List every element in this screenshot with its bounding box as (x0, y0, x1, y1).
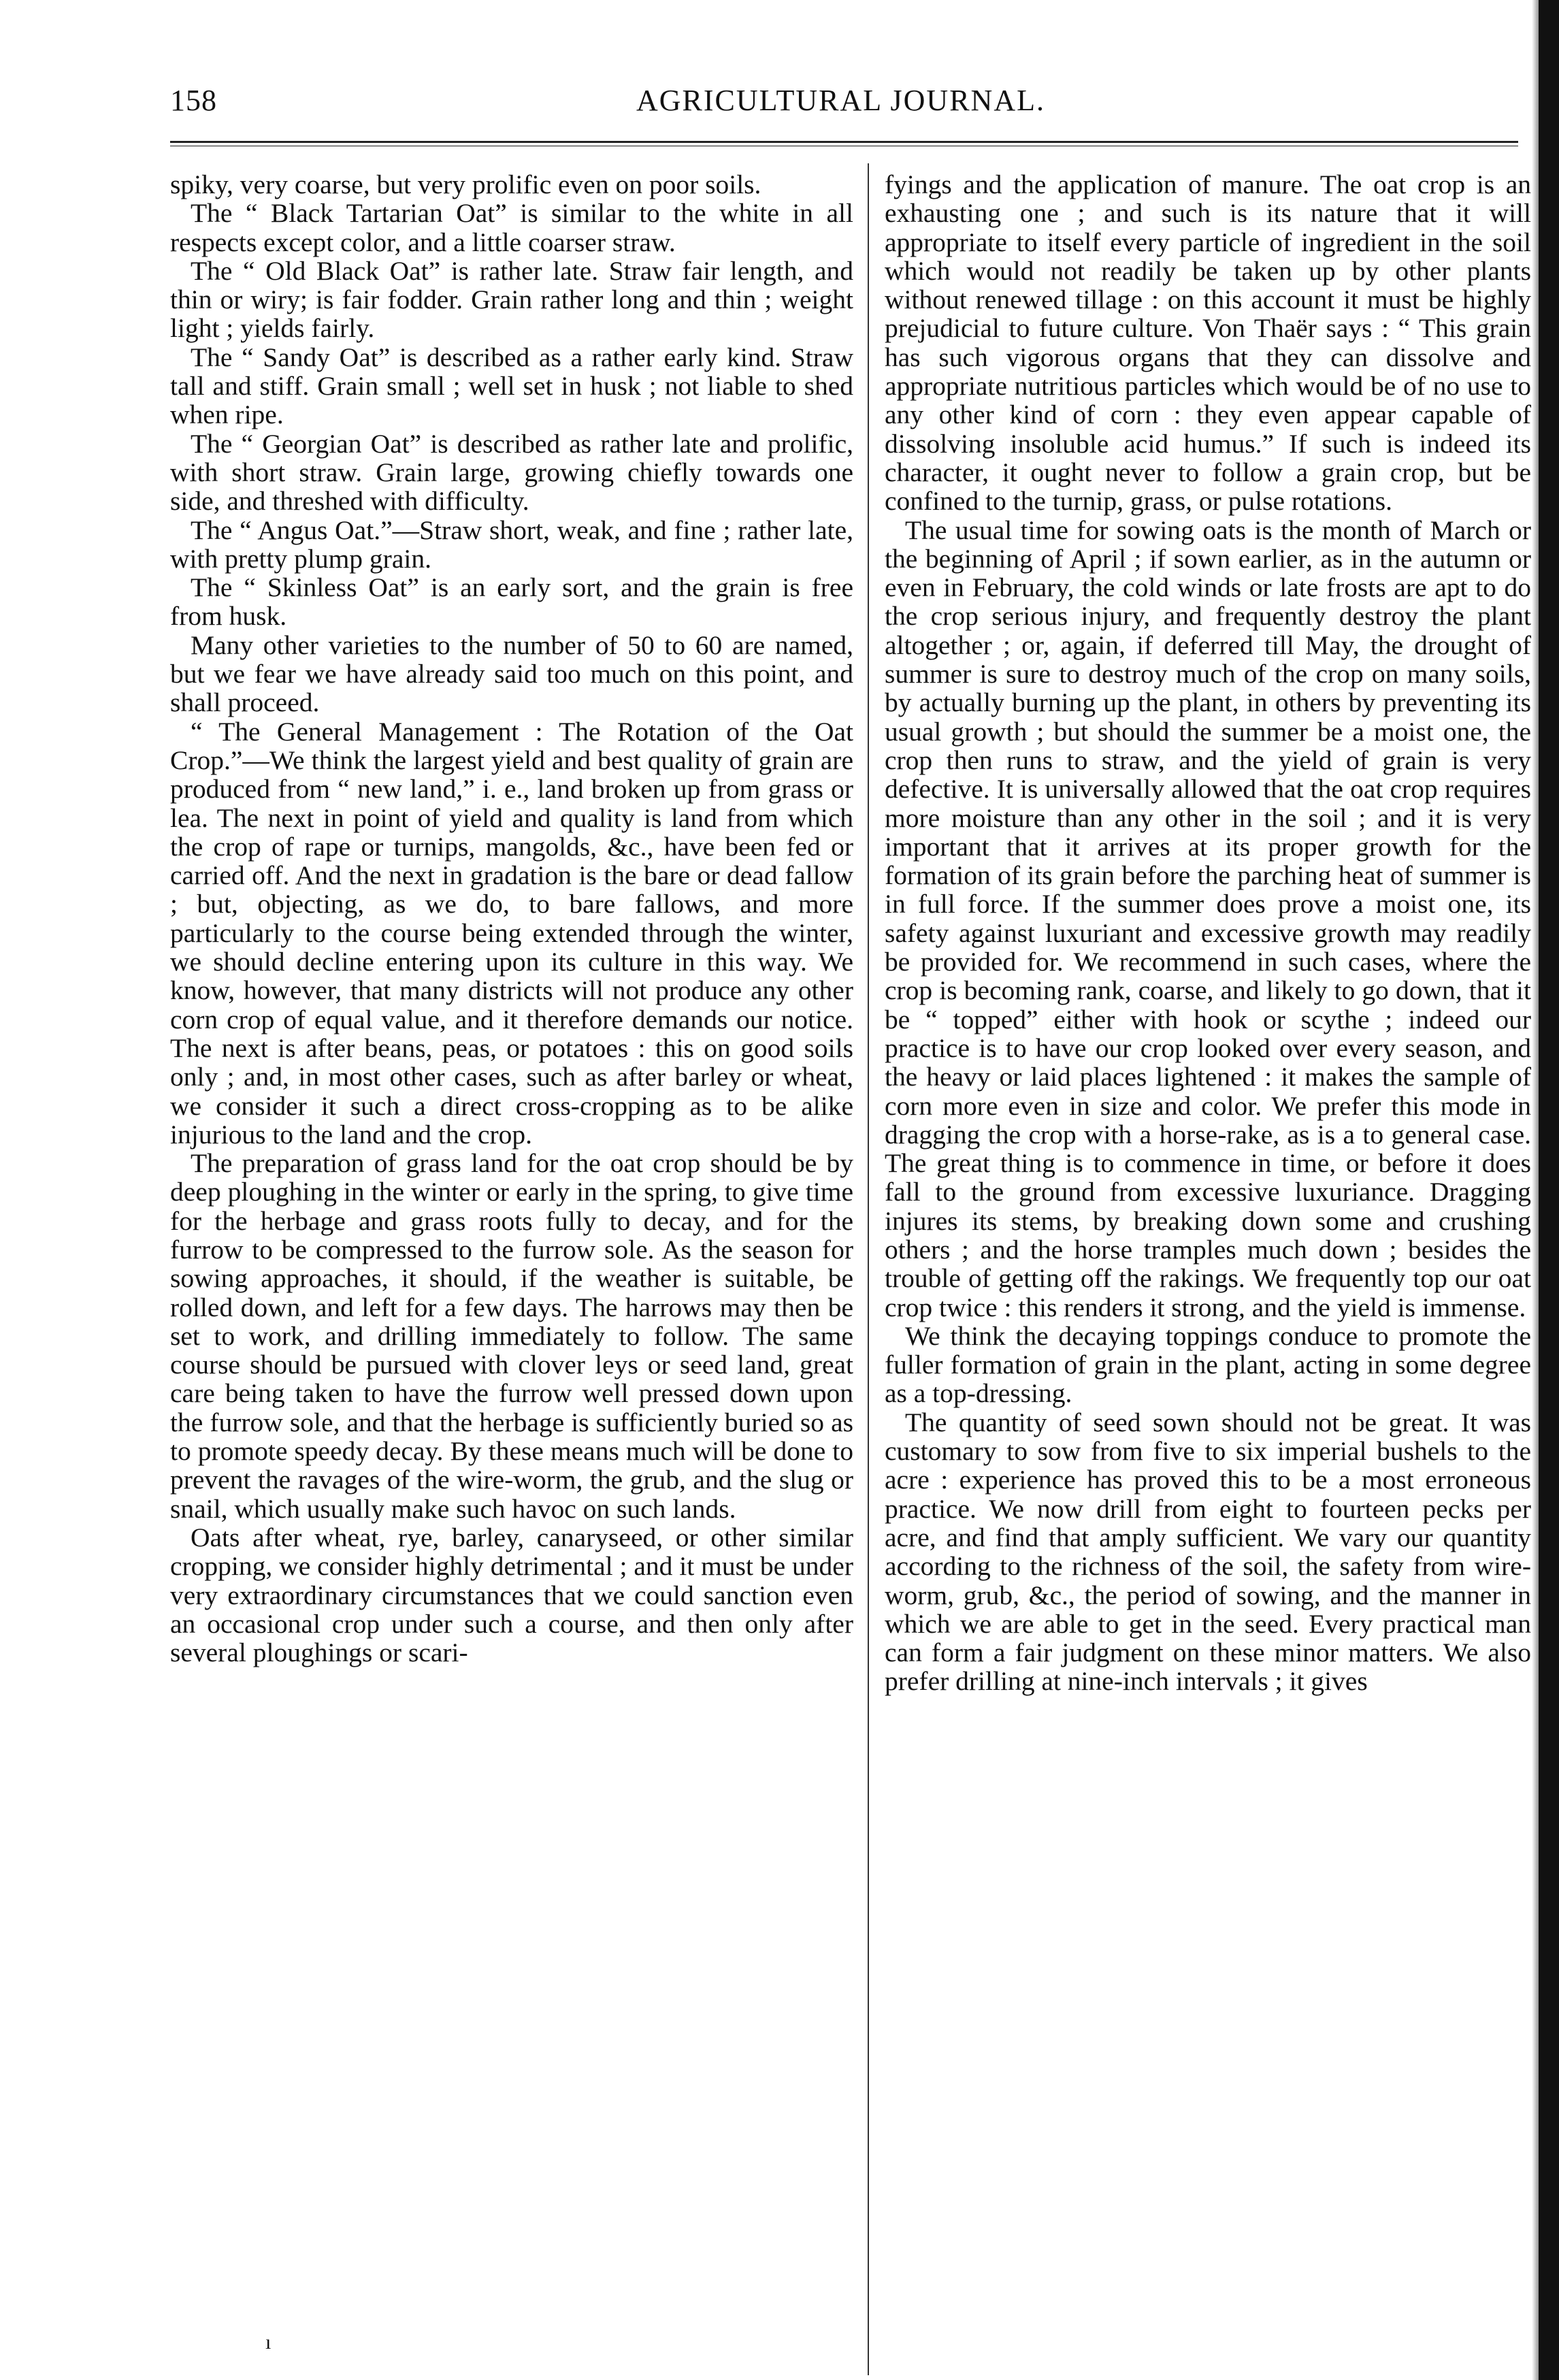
paragraph: The “ Sandy Oat” is described as a rather early kind. Straw tall and stiff. Grain small ; well set in husk ; not liable to shed when ripe. (170, 342, 853, 430)
paragraph: The quantity of seed sown should not be great. It was customary to sow from five to six imperial bushels to the acre : experience has proved this to be a most erroneous practice. We now drill from eight to fourteen pecks per acre, and find that amply sufficient. We vary our quantity according to the richness of the soil, the safety from wire-worm, grub, &c., the period of sowing, and the manner in which we are able to get in the seed. Every practical man can form a fair judgment on these minor matters. We also prefer drilling at nine-inch intervals ; it gives (885, 1407, 1531, 1697)
paragraph: The “ Old Black Oat” is rather late. Straw fair length, and thin or wiry; is fair fodder. Grain rather long and thin ; weight light ; yields fairly. (170, 255, 853, 344)
paragraph: fyings and the application of manure. The oat crop is an exhausting one ; and such is its nature that it will appropriate to itself every particle of ingredient in the soil which would not readily be taken up by other plants without renewed tillage : on this account it must be highly prejudicial to future culture. Von Thaër says : “ This grain has such vigorous organs that they can dissolve and appropriate nutritious particles which would be of no use to any other kind of corn : they even appear capable of dissolving insoluble acid humus.” If such is indeed its character, it ought never to follow a grain crop, but be confined to the turnip, grass, or pulse rotations. (885, 169, 1531, 517)
paragraph: spiky, very coarse, but very prolific even on poor soils. (170, 169, 761, 199)
paragraph: Many other varieties to the number of 50 to 60 are named, but we fear we have already said too much on this point, and shall proceed. (170, 630, 853, 718)
paragraph: The usual time for sowing oats is the month of March or the beginning of April ; if sown earlier, as in the autumn or even in February, the cold winds or late frosts are apt to do the crop serious injury, and frequently destroy the plant altogether ; or, again, if deferred till May, the drought of summer is sure to destroy much of the crop on many soils, by actually burning up the plant, in others by preventing its usual growth ; but should the summer be a moist one, the crop then runs to straw, and the yield of grain is very defective. It is universally allowed that the oat crop requires more moisture than any other in the soil ; and it is very important that it arrives at its proper growth for the formation of its grain before the parching heat of summer is in full force. If the summer does prove a moist one, its safety against luxuriant and excessive growth may readily be provided for. We recommend in such cases, where the crop is becoming rank, coarse, and likely to go down, that it be “ topped” either with hook or scythe ; indeed our practice is to have our crop looked over every season, and the heavy or laid places lightened : it makes the sample of corn more even in size and color. We prefer this mode in dragging the crop with a horse-rake, as is a to general case. The great thing is to commence in time, or before it does fall to the ground from excessive luxuriance. Dragging injures its stems, by breaking down some and crushing others ; and the horse tramples much down ; besides the trouble of getting off the rakings. We frequently top our oat crop twice : this renders it strong, and the yield is immense. (885, 515, 1531, 1322)
paragraph: The “ Black Tartarian Oat” is similar to the white in all respects except color, and a little coarser straw. (170, 198, 853, 257)
paragraph: Oats after wheat, rye, barley, canaryseed, or other similar cropping, we consider highly detrimental ; and it must be under very extraordinary circumstances that we could sanction even an occasional crop under such a course, and then only after several ploughings or scari- (170, 1522, 853, 1668)
running-title: AGRICULTURAL JOURNAL. (636, 84, 1045, 117)
page-number: 158 (170, 84, 217, 117)
paragraph: The “ Georgian Oat” is described as rather late and prolific, with short straw. Grain large, growing chiefly towards one side, and threshed with difficulty. (170, 428, 853, 517)
binding-edge (1539, 0, 1559, 2380)
left-column (170, 170, 853, 1667)
paragraph: The preparation of grass land for the oat crop should be by deep ploughing in the winter or early in the spring, to give time for the herbage and grass roots fully to decay, and for the furrow to be compressed to the furrow sole. As the season for sowing approaches, it should, if the weather is suitable, be rolled down, and left for a few days. The harrows may then be set to work, and drilling immediately to follow. The same course should be pursued with clover leys or seed land, great care being taken to have the furrow well pressed down upon the furrow sole, and that the herbage is sufficiently buried so as to promote speedy decay. By these means much will be done to prevent the ravages of the wire-worm, the grub, and the slug or snail, which usually make such havoc on such lands. (170, 1148, 853, 1524)
stray-mark: ı (265, 2331, 272, 2353)
binding-shadow (1532, 0, 1539, 2380)
column-divider (868, 163, 869, 2375)
page-header (170, 83, 1511, 131)
paragraph: We think the decaying toppings conduce to promote the fuller formation of grain in the plant, acting in some degree as a top-dressing. (885, 1320, 1531, 1409)
right-column (885, 170, 1531, 1696)
header-rule-thick (170, 141, 1518, 143)
paragraph: “ The General Management : The Rotation of the Oat Crop.”—We think the largest yield and best quality of grain are produced from “ new land,” i. e., land broken up from grass or lea. The next in point of yield and quality is land from which the crop of rape or turnips, mangolds, &c., have been fed or carried off. And the next in gradation is the bare or dead fallow ; but, objecting, as we do, to bare fallows, and more particularly to the course being extended through the winter, we should decline entering upon its culture in this way. We know, however, that many districts will not produce any other corn crop of equal value, and it therefore demands our notice. The next is after beans, peas, or potatoes : this on good soils only ; and, in most other cases, such as after barley or wheat, we consider it such a direct cross-cropping as to be alike injurious to the land and the crop. (170, 716, 853, 1150)
paragraph: The “ Skinless Oat” is an early sort, and the grain is free from husk. (170, 572, 853, 632)
paragraph: The “ Angus Oat.”—Straw short, weak, and fine ; rather late, with pretty plump grain. (170, 515, 853, 574)
